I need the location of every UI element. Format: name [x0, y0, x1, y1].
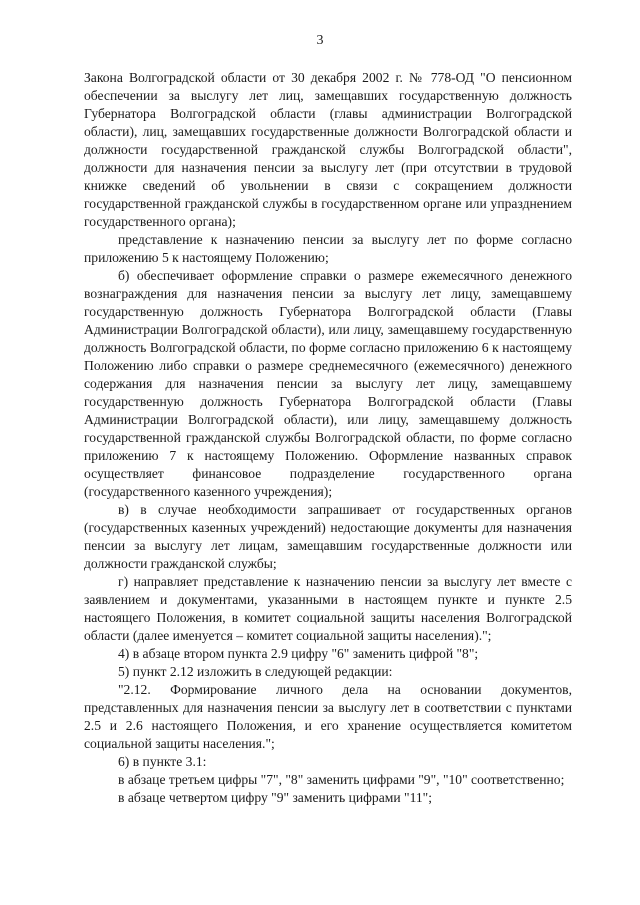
paragraph-amendment-5: 5) пункт 2.12 изложить в следующей редакции:	[118, 664, 393, 679]
paragraph-law-reference: Закона Волгоградской области от 30 декабря 2002 г. № 778-ОД "О пенсионном обеспечении за выслугу лет лиц, замещавших государственную должность Губернатора Волгоградской области (главы администрации Волгоградской области), лиц, замещавших государственные должности Волгоградской области и должности государственной гражданской службы Волгоградской области", должности для назначения пенсии за выслугу лет (при отсутствии в трудовой книжке сведений об увольнении в связи с сокращением должности государственной гражданской службы в государственном органе или упразднением государственного органа);	[84, 70, 572, 229]
paragraph-item-v: в) в случае необходимости запрашивает от государственных органов (государственных казенных учреждений) недостающие документы для назначения пенсии за выслугу лет лицам, замещавшим государственные должности или должности гражданской службы;	[84, 502, 572, 571]
page-number: 3	[316, 33, 324, 48]
paragraph-amendment-6: 6) в пункте 3.1:	[118, 754, 207, 769]
paragraph-third-subparagraph: в абзаце третьем цифры "7", "8" заменить цифрами "9", "10" соответственно;	[118, 772, 565, 787]
paragraph-amendment-4: 4) в абзаце втором пункта 2.9 цифру "6" заменить цифрой "8";	[118, 646, 479, 661]
document-body	[84, 69, 572, 807]
paragraph-pension-form: представление к назначению пенсии за выслугу лет по форме согласно приложению 5 к настоящему Положению;	[84, 232, 572, 265]
paragraph-item-b: б) обеспечивает оформление справки о размере ежемесячного денежного вознаграждения для назначения пенсии за выслугу лет лицу, замещавшему государственную должность Губернатора Волгоградской области (Главы Администрации Волгоградской области), или лицу, замещавшему государственную должность Волгоградской области, по форме согласно приложению 6 к настоящему Положению либо справки о размере среднемесячного (ежемесячного) денежного содержания для назначения пенсии за выслугу лет лицу, замещавшему государственную должность Губернатора Волгоградской области (Главы Администрации Волгоградской области), или лицу, замещавшему должность государственной гражданской службы Волгоградской области, по форме согласно приложению 7 к настоящему Положению. Оформление названных справок осуществляет финансовое подразделение государственного органа (государственного казенного учреждения);	[84, 268, 572, 499]
paragraph-item-g: г) направляет представление к назначению пенсии за выслугу лет вместе с заявлением и документами, указанными в настоящем пункте и пункте 2.5 настоящего Положения, в комитет социальной защиты населения Волгоградской области (далее именуется – комитет социальной защиты населения).";	[84, 574, 572, 643]
paragraph-fourth-subparagraph: в абзаце четвертом цифру "9" заменить цифрами "11";	[118, 790, 432, 805]
paragraph-clause-2-12: "2.12. Формирование личного дела на основании документов, представленных для назначения пенсии за выслугу лет в соответствии с пунктами 2.5 и 2.6 настоящего Положения, и его хранение осуществляется комитетом социальной защиты населения.";	[84, 682, 572, 751]
